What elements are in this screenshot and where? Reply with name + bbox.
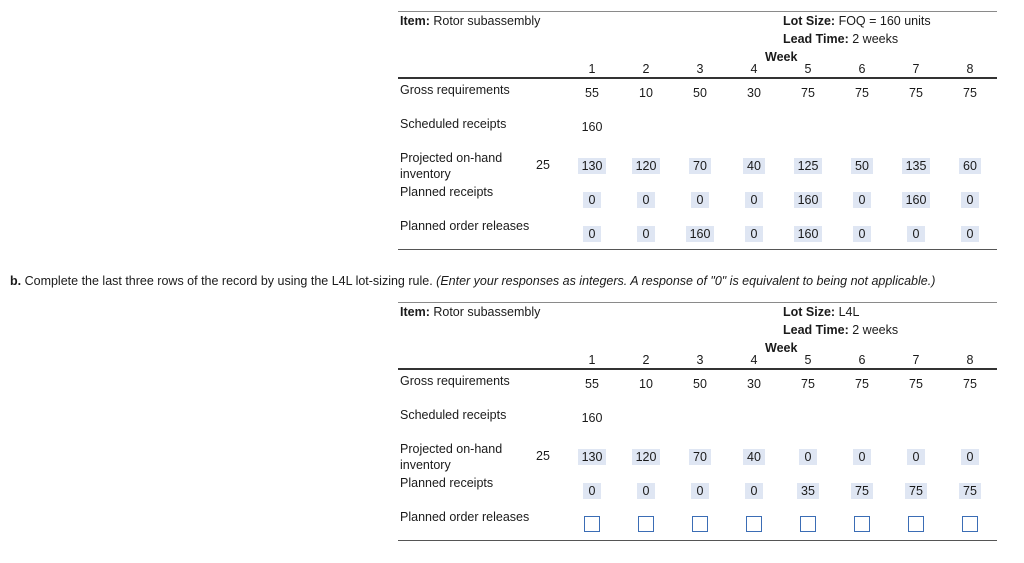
mrp-record-l4l — [398, 302, 997, 541]
value-box: 70 — [689, 449, 711, 465]
value-box: 0 — [583, 483, 601, 499]
week-8-label: 8 — [966, 62, 974, 76]
item-info: Item: Rotor subassembly — [400, 14, 541, 28]
gross-week-8: 75 — [963, 86, 977, 100]
lead-time-value: 2 weeks — [852, 323, 899, 337]
value-box: 70 — [689, 158, 711, 174]
projected-week-2 — [619, 158, 673, 174]
item-value: Rotor subassembly — [433, 14, 541, 28]
answer-input-box[interactable] — [692, 516, 708, 532]
planned-releases-week-1 — [565, 226, 619, 242]
value-box: 0 — [583, 226, 601, 242]
value-box: 75 — [851, 483, 873, 499]
planned-releases-week-4 — [727, 226, 781, 242]
planned-releases-week-6 — [835, 226, 889, 242]
value-box: 120 — [632, 158, 661, 174]
week-number-row — [398, 60, 997, 79]
planned-receipts-row — [398, 472, 997, 506]
row-label: Gross requirements — [400, 374, 510, 388]
week-4-label: 4 — [750, 353, 758, 367]
week-5-label: 5 — [804, 62, 812, 76]
row-label: Planned order releases — [400, 510, 530, 524]
week-6-label: 6 — [858, 353, 866, 367]
gross-week-1: 55 — [585, 86, 599, 100]
projected-week-5 — [781, 158, 835, 174]
initial-inventory: 25 — [536, 158, 550, 172]
item-info: Item: Rotor subassembly — [400, 305, 541, 319]
answer-input-box[interactable] — [908, 516, 924, 532]
gross-week-4: 30 — [747, 86, 761, 100]
planned-receipts-week-4 — [727, 192, 781, 208]
value-box: 0 — [853, 192, 871, 208]
projected-on-hand-row — [398, 147, 997, 181]
question-prefix: b. — [10, 274, 22, 288]
planned-receipts-week-5 — [781, 483, 835, 499]
gross-week-2: 10 — [639, 377, 653, 391]
projected-week-5 — [781, 449, 835, 465]
projected-week-4 — [727, 158, 781, 174]
projected-week-1 — [565, 449, 619, 465]
scheduled-week-1: 160 — [581, 411, 603, 425]
week-1-label: 1 — [588, 62, 596, 76]
scheduled-receipts-row — [398, 113, 997, 147]
value-box: 160 — [794, 226, 823, 242]
planned-order-releases-row — [398, 215, 997, 250]
projected-week-6 — [835, 449, 889, 465]
value-box: 0 — [799, 449, 817, 465]
answer-input-box[interactable] — [638, 516, 654, 532]
projected-week-2 — [619, 449, 673, 465]
projected-week-1 — [565, 158, 619, 174]
value-box: 0 — [853, 449, 871, 465]
lead-time-value: 2 weeks — [852, 32, 899, 46]
planned-releases-week-7[interactable] — [889, 517, 943, 532]
gross-requirements-row — [398, 370, 997, 404]
week-3-label: 3 — [696, 353, 704, 367]
row-label: Scheduled receipts — [400, 117, 507, 131]
row-label: Projected on-hand inventory — [400, 442, 503, 472]
value-box: 0 — [907, 226, 925, 242]
row-label: Projected on-hand inventory — [400, 151, 503, 181]
value-box: 160 — [686, 226, 715, 242]
gross-week-3: 50 — [693, 377, 707, 391]
week-5-label: 5 — [804, 353, 812, 367]
week-6-label: 6 — [858, 62, 866, 76]
value-box: 0 — [583, 192, 601, 208]
item-value: Rotor subassembly — [433, 305, 541, 319]
value-box: 40 — [743, 449, 765, 465]
planned-releases-week-6[interactable] — [835, 517, 889, 532]
projected-week-7 — [889, 158, 943, 174]
planned-receipts-week-7 — [889, 192, 943, 208]
planned-receipts-week-2 — [619, 483, 673, 499]
planned-releases-week-2[interactable] — [619, 517, 673, 532]
projected-week-6 — [835, 158, 889, 174]
week-8-label: 8 — [966, 353, 974, 367]
planned-receipts-row — [398, 181, 997, 215]
lot-size-info: Lot Size: FOQ = 160 units — [783, 14, 931, 28]
week-number-row — [398, 351, 997, 370]
answer-input-box[interactable] — [746, 516, 762, 532]
value-box: 0 — [961, 449, 979, 465]
question-hint: (Enter your responses as integers. A response of "0" is equivalent to being not applicable.) — [436, 274, 936, 288]
week-7-label: 7 — [912, 353, 920, 367]
value-box: 0 — [637, 192, 655, 208]
gross-week-4: 30 — [747, 377, 761, 391]
value-box: 60 — [959, 158, 981, 174]
record-header — [398, 302, 997, 355]
value-box: 35 — [797, 483, 819, 499]
value-box: 125 — [794, 158, 823, 174]
gross-week-6: 75 — [855, 377, 869, 391]
value-box: 0 — [691, 192, 709, 208]
lead-time-info: Lead Time: 2 weeks — [783, 323, 899, 337]
row-label: Scheduled receipts — [400, 408, 507, 422]
planned-order-releases-row — [398, 506, 997, 541]
gross-week-6: 75 — [855, 86, 869, 100]
planned-releases-week-2 — [619, 226, 673, 242]
planned-receipts-week-8 — [943, 483, 997, 499]
answer-input-box[interactable] — [854, 516, 870, 532]
projected-week-4 — [727, 449, 781, 465]
planned-receipts-week-4 — [727, 483, 781, 499]
value-box: 75 — [959, 483, 981, 499]
planned-releases-week-3[interactable] — [673, 517, 727, 532]
gross-week-3: 50 — [693, 86, 707, 100]
planned-releases-week-8 — [943, 226, 997, 242]
planned-releases-week-5[interactable] — [781, 517, 835, 532]
answer-input-box[interactable] — [584, 516, 600, 532]
scheduled-week-1: 160 — [581, 120, 603, 134]
planned-receipts-week-2 — [619, 192, 673, 208]
projected-on-hand-row — [398, 438, 997, 472]
week-2-label: 2 — [642, 62, 650, 76]
planned-releases-week-4[interactable] — [727, 517, 781, 532]
planned-releases-week-1[interactable] — [565, 517, 619, 532]
planned-receipts-week-1 — [565, 192, 619, 208]
week-heading: Week — [765, 50, 798, 64]
row-label: Planned receipts — [400, 476, 494, 490]
gross-week-1: 55 — [585, 377, 599, 391]
gross-week-7: 75 — [909, 86, 923, 100]
planned-releases-week-7 — [889, 226, 943, 242]
projected-week-8 — [943, 158, 997, 174]
week-heading: Week — [765, 341, 798, 355]
question-text — [10, 274, 935, 288]
projected-week-3 — [673, 449, 727, 465]
value-box: 160 — [902, 192, 931, 208]
value-box: 0 — [961, 192, 979, 208]
planned-receipts-week-6 — [835, 483, 889, 499]
value-box: 0 — [907, 449, 925, 465]
gross-week-8: 75 — [963, 377, 977, 391]
lead-time-info: Lead Time: 2 weeks — [783, 32, 899, 46]
record-header — [398, 11, 997, 64]
gross-requirements-row — [398, 79, 997, 113]
value-box: 130 — [578, 449, 607, 465]
gross-week-5: 75 — [801, 86, 815, 100]
projected-week-3 — [673, 158, 727, 174]
week-1-label: 1 — [588, 353, 596, 367]
value-box: 160 — [794, 192, 823, 208]
answer-input-box[interactable] — [962, 516, 978, 532]
value-box: 120 — [632, 449, 661, 465]
value-box: 0 — [745, 192, 763, 208]
row-label: Planned order releases — [400, 219, 530, 233]
lot-size-value: FOQ = 160 units — [838, 14, 931, 28]
planned-receipts-week-5 — [781, 192, 835, 208]
value-box: 40 — [743, 158, 765, 174]
week-3-label: 3 — [696, 62, 704, 76]
value-box: 0 — [961, 226, 979, 242]
gross-week-5: 75 — [801, 377, 815, 391]
value-box: 135 — [902, 158, 931, 174]
projected-week-7 — [889, 449, 943, 465]
question-body: Complete the last three rows of the record by using the L4L lot-sizing rule. — [24, 274, 433, 288]
scheduled-receipts-row — [398, 404, 997, 438]
planned-receipts-week-3 — [673, 483, 727, 499]
planned-releases-week-5 — [781, 226, 835, 242]
row-label: Planned receipts — [400, 185, 494, 199]
mrp-record-foq — [398, 11, 997, 250]
value-box: 0 — [745, 226, 763, 242]
row-label: Gross requirements — [400, 83, 510, 97]
value-box: 0 — [853, 226, 871, 242]
value-box: 0 — [637, 226, 655, 242]
week-7-label: 7 — [912, 62, 920, 76]
lot-size-value: L4L — [838, 305, 860, 319]
planned-receipts-week-6 — [835, 192, 889, 208]
value-box: 0 — [691, 483, 709, 499]
week-4-label: 4 — [750, 62, 758, 76]
value-box: 0 — [745, 483, 763, 499]
planned-receipts-week-1 — [565, 483, 619, 499]
planned-releases-week-8[interactable] — [943, 517, 997, 532]
planned-receipts-week-7 — [889, 483, 943, 499]
gross-week-7: 75 — [909, 377, 923, 391]
value-box: 75 — [905, 483, 927, 499]
planned-receipts-week-3 — [673, 192, 727, 208]
value-box: 130 — [578, 158, 607, 174]
lot-size-info: Lot Size: L4L — [783, 305, 860, 319]
planned-receipts-week-8 — [943, 192, 997, 208]
gross-week-2: 10 — [639, 86, 653, 100]
value-box: 0 — [637, 483, 655, 499]
week-2-label: 2 — [642, 353, 650, 367]
value-box: 50 — [851, 158, 873, 174]
projected-week-8 — [943, 449, 997, 465]
initial-inventory: 25 — [536, 449, 550, 463]
planned-releases-week-3 — [673, 226, 727, 242]
answer-input-box[interactable] — [800, 516, 816, 532]
